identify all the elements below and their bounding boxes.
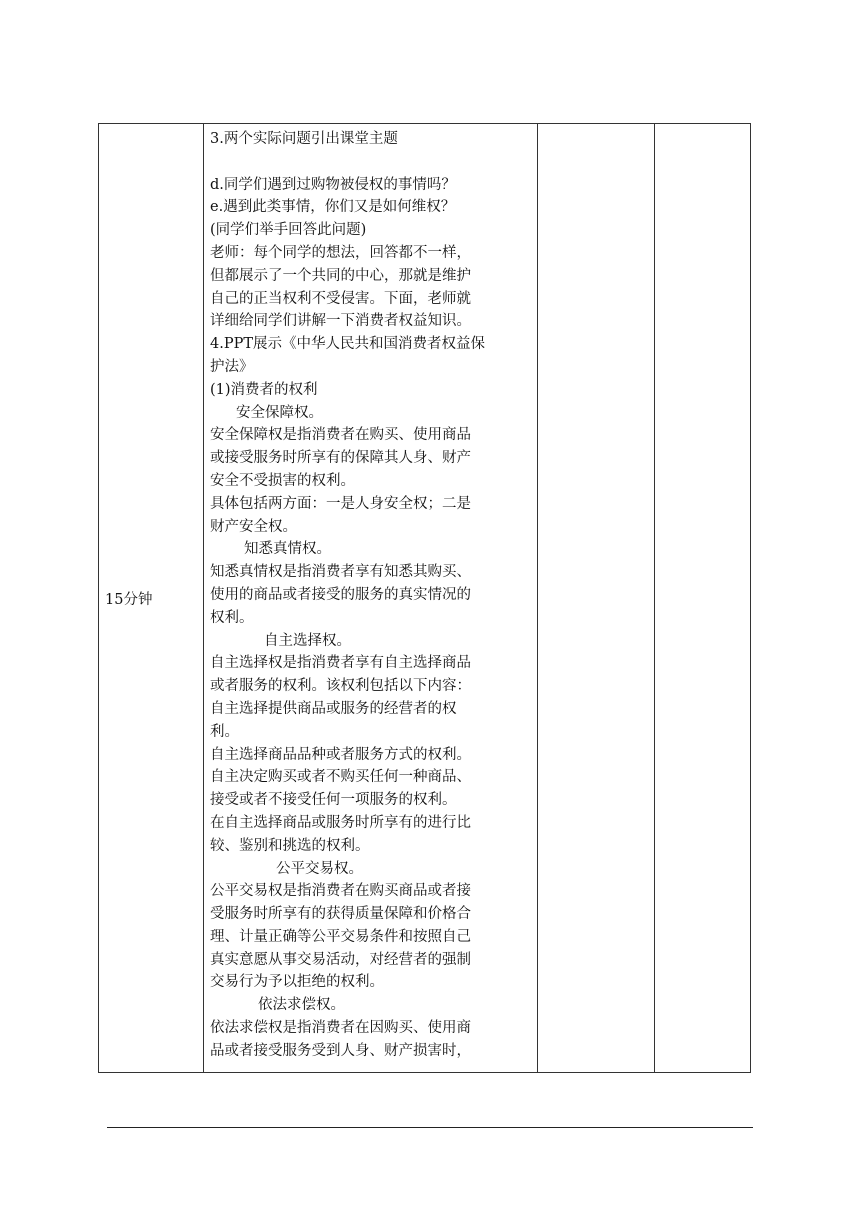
content-line: 安全保障权是指消费者在购买、使用商品	[210, 427, 471, 444]
content-line: 4.PPT展示《中华人民共和国消费者权益保	[210, 336, 486, 353]
content-line: 自主决定购买或者不购买任何一种商品、	[210, 769, 471, 786]
content-line: 详细给同学们讲解一下消费者权益知识。	[210, 313, 471, 330]
empty-cell	[655, 124, 751, 1073]
content-line: 在自主选择商品或服务时所享有的进行比	[210, 814, 471, 831]
subsection-heading: 安全保障权。	[236, 404, 323, 421]
content-line: 或者服务的权利。该权利包括以下内容：	[210, 678, 471, 695]
subsection-heading: 依法求偿权。	[258, 997, 345, 1014]
content-line: 权利。	[210, 609, 254, 626]
content-line: 较、鉴别和挑选的权利。	[210, 837, 370, 854]
subsection-heading: 公平交易权。	[276, 860, 363, 877]
content-line: 受服务时所享有的获得质量保障和价格合	[210, 906, 471, 923]
footer-divider	[107, 1127, 753, 1128]
content-line: 安全不受损害的权利。	[210, 472, 355, 489]
teaching-content-cell	[204, 124, 538, 1073]
content-line: 知悉真情权是指消费者享有知悉其购买、	[210, 564, 471, 581]
content-line: (同学们举手回答此问题)	[210, 222, 367, 239]
content-line: 依法求偿权是指消费者在因购买、使用商	[210, 1020, 471, 1037]
content-line: 理、计量正确等公平交易条件和按照自己	[210, 928, 471, 945]
content-line: 老师：每个同学的想法，回答都不一样，	[210, 244, 471, 261]
content-line: 财产安全权。	[210, 518, 297, 535]
content-line: 公平交易权是指消费者在购买商品或者接	[210, 883, 471, 900]
time-cell	[99, 124, 204, 1073]
content-line: 自己的正当权利不受侵害。下面，老师就	[210, 290, 471, 307]
blank-line	[210, 151, 531, 174]
content-line: e.遇到此类事情，你们又是如何维权？	[210, 199, 456, 216]
subsection-heading: 知悉真情权。	[244, 541, 331, 558]
table-row	[99, 124, 751, 1073]
content-line: 护法》	[210, 358, 254, 375]
content-line: 自主选择商品品种或者服务方式的权利。	[210, 746, 471, 763]
content-line: 自主选择权是指消费者享有自主选择商品	[210, 655, 471, 672]
content-line: 具体包括两方面：一是人身安全权；二是	[210, 495, 471, 512]
lesson-plan-table	[98, 123, 751, 1073]
content-line: 自主选择提供商品或服务的经营者的权	[210, 700, 457, 717]
content-line: 3.两个实际问题引出课堂主题	[210, 131, 398, 147]
content-line: 但都展示了一个共同的中心，那就是维护	[210, 267, 471, 284]
content-line: 接受或者不接受任何一项服务的权利。	[210, 792, 457, 809]
content-line: 或接受服务时所享有的保障其人身、财产	[210, 450, 471, 467]
subsection-heading: 自主选择权。	[264, 632, 351, 649]
content-line: 使用的商品或者接受的服务的真实情况的	[210, 586, 471, 603]
content-line: 真实意愿从事交易活动，对经营者的强制	[210, 951, 471, 968]
section-heading: (1)消费者的权利	[210, 381, 318, 398]
content-line: d.同学们遇到过购物被侵权的事情吗？	[210, 176, 456, 193]
content-line: 品或者接受服务受到人身、财产损害时，	[210, 1042, 471, 1059]
teaching-content	[204, 124, 537, 1072]
content-line: 利。	[210, 723, 239, 740]
content-line: 交易行为予以拒绝的权利。	[210, 974, 384, 991]
empty-cell	[538, 124, 655, 1073]
duration-label: 15分钟	[105, 591, 153, 608]
